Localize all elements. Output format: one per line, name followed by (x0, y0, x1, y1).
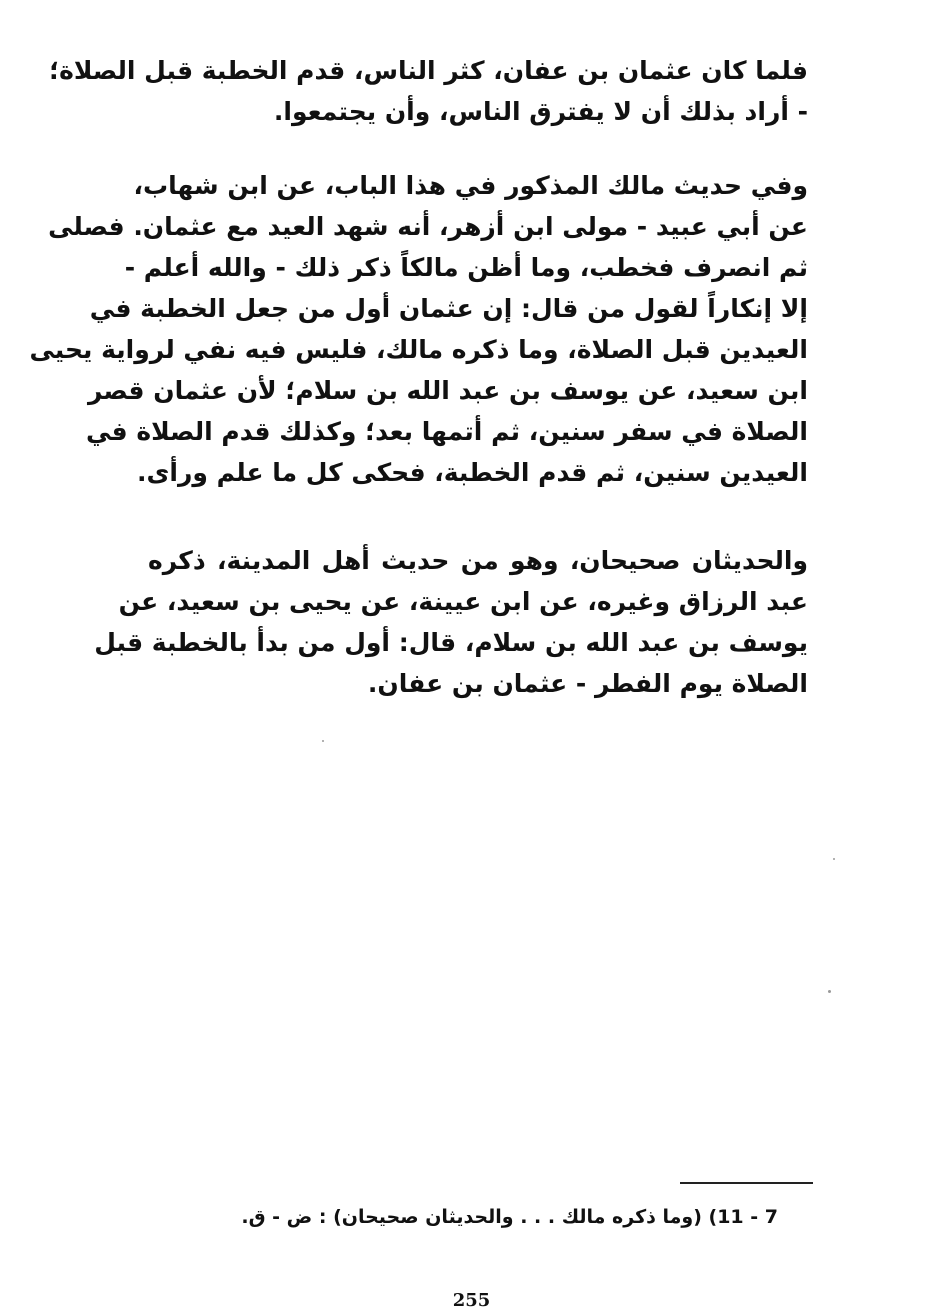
text-line: الصلاة يوم الفطر - عثمان بن عفان. (367, 669, 808, 698)
text-line: وفي حديث مالك المذكور في هذا الباب، عن ابن شهاب، (133, 171, 808, 200)
text-line: والحديثان صحيحان، وهو من حديث أهل المدينة، ذكره (148, 546, 808, 575)
text-line: العيدين قبل الصلاة، وما ذكره مالك، فليس فيه نفي لرواية يحيى (29, 335, 808, 364)
paragraph-2 (29, 165, 808, 493)
paper-speck (322, 740, 324, 742)
text-line: ثم انصرف فخطب، وما أظن مالكاً ذكر ذلك - والله أعلم - (124, 253, 808, 282)
text-line: فلما كان عثمان بن عفان، كثر الناس، قدم الخطبة قبل الصلاة؛ (49, 56, 808, 85)
text-line: ابن سعيد، عن يوسف بن عبد الله بن سلام؛ لأن عثمان قصر (87, 376, 808, 405)
footnote: 7 - 11) (وما ذكره مالك . . . والحديثان صحيحان) : ض - ق. (241, 1206, 778, 1228)
paragraph-1 (49, 50, 808, 132)
text-line: عن أبي عبيد - مولى ابن أزهر، أنه شهد العيد مع عثمان. فصلى (48, 212, 808, 241)
text-line: إلا إنكاراً لقول من قال: إن عثمان أول من جعل الخطبة في (89, 294, 808, 323)
text-line: العيدين سنين، ثم قدم الخطبة، فحكى كل ما علم ورأى. (137, 458, 808, 487)
text-line: عبد الرزاق وغيره، عن ابن عيينة، عن يحيى بن سعيد، عن (118, 587, 808, 616)
text-line: الصلاة في سفر سنين، ثم أتمها بعد؛ وكذلك قدم الصلاة في (86, 417, 808, 446)
paragraph-3 (94, 540, 808, 704)
paper-speck (828, 990, 831, 993)
footnote-divider (680, 1182, 813, 1184)
page-number: 255 (452, 1290, 491, 1311)
paper-speck (833, 858, 835, 860)
text-line: يوسف بن عبد الله بن سلام، قال: أول من بدأ بالخطبة قبل (94, 628, 808, 657)
text-line: - أراد بذلك أن لا يفترق الناس، وأن يجتمعوا. (273, 97, 808, 126)
